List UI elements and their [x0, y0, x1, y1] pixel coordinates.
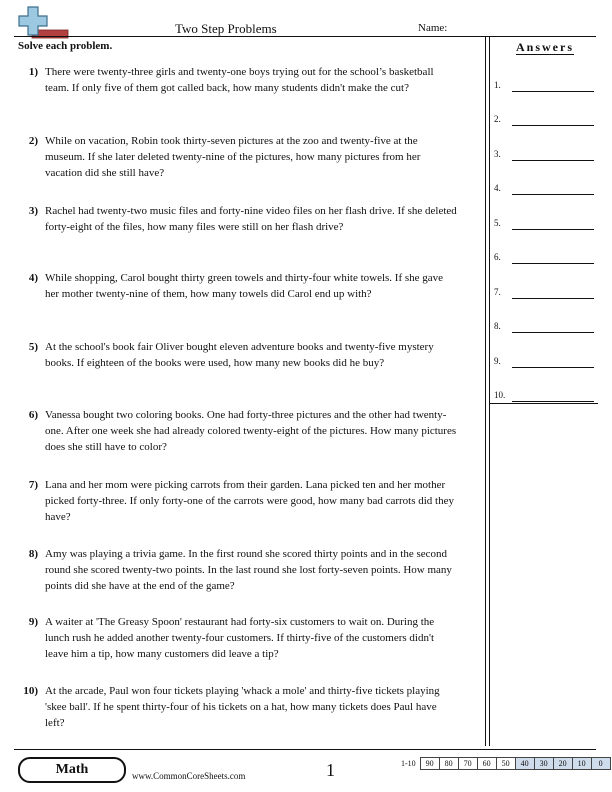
answers-heading: Answers	[516, 40, 574, 54]
problem-10: 10) At the arcade, Paul won four tickets playing 'whack a mole' and thirty-five tickets playing 'skee ball'. If he spent thirty-four of his tickets on a hat, how many tickets does Paul have left?	[23, 685, 440, 729]
problem-9: 9) A waiter at 'The Greasy Spoon' restaurant had forty-six customers to wait on. During the lunch rush he added another twenty-four customers. If thirty-five of the customers didn't leave him a tip, how many customers did leave a tip?	[28, 616, 435, 660]
site-url: www.CommonCoreSheets.com	[132, 771, 246, 781]
answer-blank[interactable]	[512, 367, 594, 368]
footer-divider	[14, 749, 596, 750]
answer-row-3: 3.	[494, 149, 594, 163]
score-cell: 40	[515, 758, 534, 770]
answers-box-rule	[490, 403, 598, 404]
problem-3: 3) Rachel had twenty-two music files and forty-nine video files on her flash drive. If she deleted forty-eight of the files, how many files were still on her flash drive?	[28, 205, 457, 233]
problem-8: 8) Amy was playing a trivia game. In the first round she scored thirty points and in the second round she scored twenty-two points. In the last round she lost forty-seven points. How many points did she have at the end of the game?	[28, 548, 452, 592]
answer-blank[interactable]	[512, 401, 594, 402]
answer-row-9: 9.	[494, 356, 594, 370]
score-range: 1-10	[401, 759, 416, 768]
score-cell: 0	[591, 758, 610, 770]
plus-logo-icon	[18, 6, 70, 40]
answer-blank[interactable]	[512, 229, 594, 230]
problem-5: 5) At the school's book fair Oliver bought eleven adventure books and twenty-five mystery books. If eighteen of the books were used, how many new books did he buy?	[28, 341, 434, 369]
answer-blank[interactable]	[512, 194, 594, 195]
score-cell: 20	[553, 758, 572, 770]
score-table	[398, 757, 611, 770]
problem-6: 6) Vanessa bought two coloring books. One had forty-three pictures and the other had twenty-one. After one week she had already colored twenty-eight of the pictures. How many pictures does she still have to color?	[28, 409, 457, 453]
problem-1: 1) There were twenty-three girls and twenty-one boys trying out for the school’s basketball team. If only five of them got called back, how many students didn't make the cut?	[28, 66, 434, 94]
problem-2: 2) While on vacation, Robin took thirty-seven pictures at the zoo and twenty-five at the museum. If she later deleted twenty-nine of the pictures, how many pictures from her vacation did she still have?	[28, 135, 421, 179]
worksheet-title: Two Step Problems	[175, 21, 277, 36]
score-cell: 10	[572, 758, 591, 770]
answer-row-4: 4.	[494, 183, 594, 197]
answer-row-5: 5.	[494, 218, 594, 232]
answer-row-7: 7.	[494, 287, 594, 301]
score-cell: 70	[458, 758, 477, 770]
problem-7: 7) Lana and her mom were picking carrots from their garden. Lana picked ten and her mother picked forty-three. If only forty-one of the carrots were good, how many bad carrots did they have?	[28, 479, 454, 523]
score-cell: 90	[420, 758, 439, 770]
answer-blank[interactable]	[512, 160, 594, 161]
answer-row-6: 6.	[494, 252, 594, 266]
score-cell: 80	[439, 758, 458, 770]
answer-blank[interactable]	[512, 125, 594, 126]
answer-row-10: 10.	[494, 390, 594, 404]
answer-row-2: 2.	[494, 114, 594, 128]
answer-row-1: 1.	[494, 80, 594, 94]
problem-4: 4) While shopping, Carol bought thirty green towels and thirty-four white towels. If she gave her mother twenty-nine of them, how many towels did Carol end up with?	[28, 272, 444, 300]
answer-blank[interactable]	[512, 332, 594, 333]
name-label: Name:	[418, 22, 448, 34]
score-cell: 50	[496, 758, 515, 770]
header-divider	[14, 36, 596, 37]
page-number: 1	[326, 760, 335, 780]
column-divider	[485, 36, 490, 746]
answer-row-8: 8.	[494, 321, 594, 335]
answer-blank[interactable]	[512, 91, 594, 92]
score-cell: 30	[534, 758, 553, 770]
answer-blank[interactable]	[512, 298, 594, 299]
subject-badge: Math	[18, 757, 126, 783]
instructions: Solve each problem.	[18, 40, 113, 52]
score-cell: 60	[477, 758, 496, 770]
answer-blank[interactable]	[512, 263, 594, 264]
